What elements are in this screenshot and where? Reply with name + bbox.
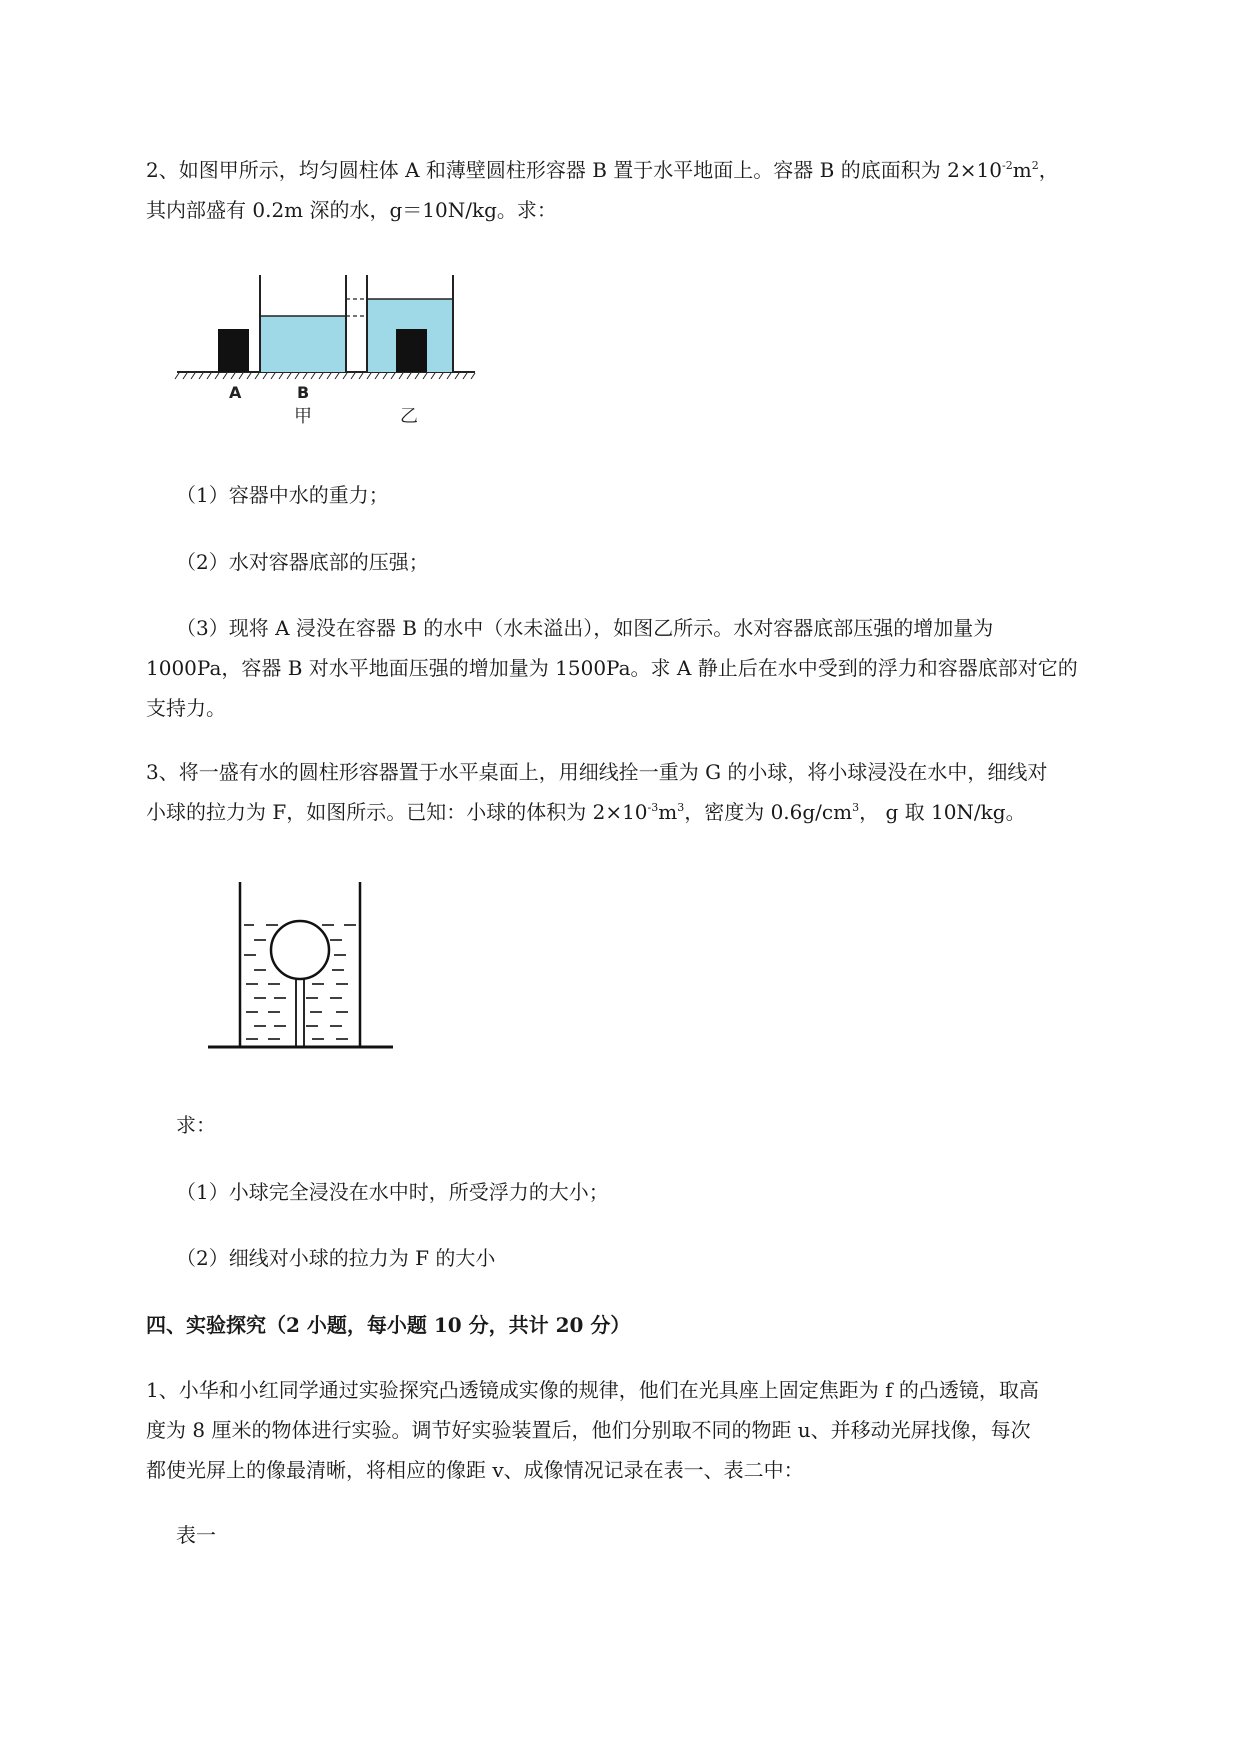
caption-jia: 甲 — [294, 406, 312, 427]
q3-ask: 求： — [176, 1113, 216, 1137]
q2-sub1: （1）容器中水的重力； — [176, 483, 389, 507]
label-a: A — [229, 383, 242, 402]
q2-intro-line2: 其内部盛有 0.2m 深的水，g＝10N/kg。求： — [146, 198, 557, 222]
ground-hatch — [175, 373, 475, 379]
label-b: B — [297, 383, 310, 402]
q2-sub3-line2: 1000Pa，容器 B 对水平地面压强的增加量为 1500Pa。求 A 静止后在水中受到的浮力和容器底部对它的 — [146, 656, 1078, 680]
section4-q1-line1: 1、小华和小红同学通过实验探究凸透镜成实像的规律，他们在光具座上固定焦距为 f 的凸透镜，取高 — [146, 1378, 1039, 1402]
caption-yi: 乙 — [400, 406, 418, 427]
q2-sub3-line3: 支持力。 — [146, 696, 226, 720]
q2-intro-line1: 2、如图甲所示，均匀圆柱体 A 和薄壁圆柱形容器 B 置于水平地面上。容器 B 的底面积为 $2\times 10^{-2}m^2$， — [146, 158, 1059, 182]
q3-figure — [208, 880, 398, 1060]
q3-intro-line1: 3、将一盛有水的圆柱形容器置于水平桌面上，用细线拴一重为 G 的小球，将小球浸没在水中，细线对 — [146, 760, 1048, 784]
q3-sub1: （1）小球完全浸没在水中时，所受浮力的大小； — [176, 1180, 609, 1204]
q3-sub2: （2）细线对小球的拉力为 F 的大小 — [176, 1246, 496, 1270]
cylinder-a — [218, 329, 249, 372]
ball — [271, 921, 329, 979]
section4-q1-line2: 度为 8 厘米的物体进行实验。调节好实验装置后，他们分别取不同的物距 u、并移动光屏找像，每次 — [146, 1418, 1031, 1442]
table-label: 表一 — [176, 1523, 216, 1547]
water-left — [260, 316, 346, 372]
q2-sub3-line1: （3）现将 A 浸没在容器 B 的水中（水未溢出），如图乙所示。水对容器底部压强的增加量为 — [176, 616, 994, 640]
q2-figure — [175, 265, 475, 425]
q2-sub2: （2）水对容器底部的压强； — [176, 550, 429, 574]
section4-heading: 四、实验探究（2 小题，每小题 10 分，共计 20 分） — [146, 1313, 631, 1337]
q3-intro-line2: 小球的拉力为 F，如图所示。已知：小球的体积为 $2\times 10^{-3}m^3$，密度为 $0.6g/cm^3$， g 取 10N/kg。 — [146, 800, 1026, 824]
cylinder-a-submerged — [396, 329, 427, 372]
section4-q1-line3: 都使光屏上的像最清晰，将相应的像距 v、成像情况记录在表一、表二中： — [146, 1458, 804, 1482]
